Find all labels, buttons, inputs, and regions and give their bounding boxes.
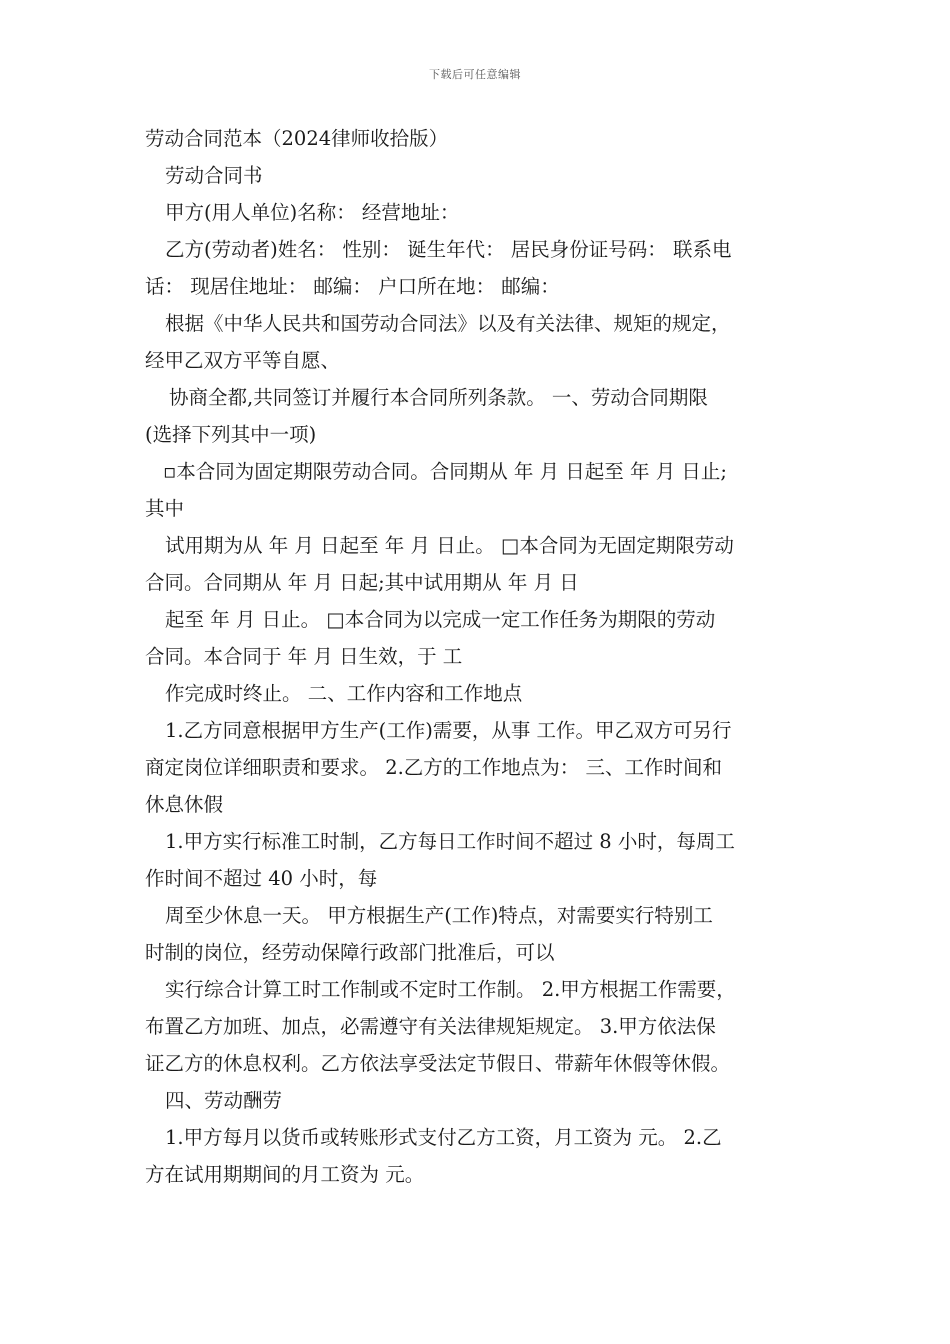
document-line: 休息休假 — [145, 793, 224, 816]
document-body — [145, 120, 813, 1193]
document-line: 协商全都,共同签订并履行本合同所列条款。 一、劳动合同期限 — [169, 386, 708, 409]
document-line: 乙方(劳动者)姓名： 性别： 诞生年代： 居民身份证号码： 联系电 — [165, 238, 732, 261]
document-line: 布置乙方加班、加点，必需遵守有关法律规矩规定。 3.甲方依法保 — [145, 1015, 716, 1038]
document-line: 作时间不超过 40 小时，每 — [145, 867, 378, 890]
document-line: (选择下列其中一项) — [145, 423, 317, 446]
document-line: 证乙方的休息权利。乙方依法享受法定节假日、带薪年休假等休假。 — [145, 1052, 731, 1075]
document-line: 1.甲方每月以货币或转账形式支付乙方工资，月工资为 元。 2.乙 — [165, 1126, 722, 1149]
document-paragraphs — [145, 157, 813, 1193]
document-line: 周至少休息一天。 甲方根据生产(工作)特点，对需要实行特别工 — [165, 904, 713, 927]
document-line: 劳动合同书 — [165, 164, 263, 187]
document-title: 劳动合同范本（2024律师收拾版） — [145, 127, 449, 150]
document-line: 试用期为从 年 月 日起至 年 月 日止。 □本合同为无固定期限劳动 — [165, 534, 734, 557]
document-line: 合同。本合同于 年 月 日生效，于 工 — [145, 645, 463, 668]
document-line: 方在试用期期间的月工资为 元。 — [145, 1163, 425, 1186]
document-line: 其中 — [145, 497, 185, 520]
document-line: 时制的岗位，经劳动保障行政部门批准后，可以 — [145, 941, 555, 964]
document-line: 商定岗位详细职责和要求。 2.乙方的工作地点为： 三、工作时间和 — [145, 756, 723, 779]
document-line: 甲方(用人单位)名称： 经营地址： — [165, 201, 460, 224]
document-line: 实行综合计算工时工作制或不定时工作制。 2.甲方根据工作需要， — [165, 978, 736, 1001]
document-line: 1.乙方同意根据甲方生产(工作)需要，从事 工作。甲乙双方可另行 — [165, 719, 732, 742]
document-line: 作完成时终止。 二、工作内容和工作地点 — [165, 682, 523, 705]
document-line: 话： 现居住地址： 邮编： 户口所在地： 邮编： — [145, 275, 560, 298]
document-line: 四、劳动酬劳 — [165, 1089, 283, 1112]
document-line: 根据《中华人民共和国劳动合同法》以及有关法律、规矩的规定， — [165, 312, 731, 335]
page-header-note: 下载后可任意编辑 — [429, 68, 521, 81]
document-line: 起至 年 月 日止。 □本合同为以完成一定工作任务为期限的劳动 — [165, 608, 716, 631]
document-line: ▫本合同为固定期限劳动合同。合同期从 年 月 日起至 年 月 日止; — [163, 460, 727, 483]
document-line: 1.甲方实行标准工时制，乙方每日工作时间不超过 8 小时，每周工 — [165, 830, 735, 853]
document-line: 合同。合同期从 年 月 日起;其中试用期从 年 月 日 — [145, 571, 579, 594]
document-line: 经甲乙双方平等自愿、 — [145, 349, 341, 372]
